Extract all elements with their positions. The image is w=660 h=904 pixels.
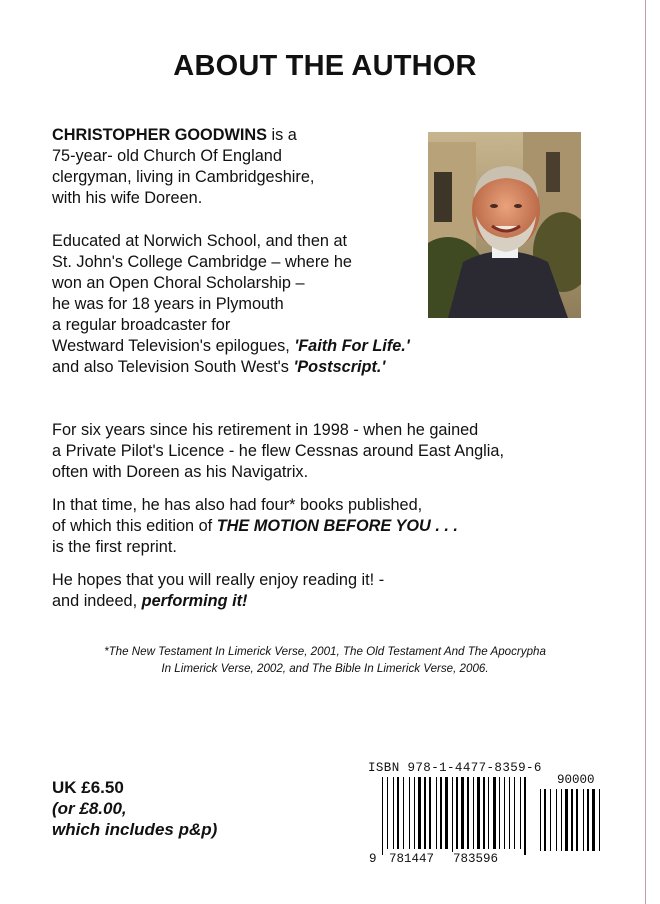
intro-line-4: with his wife Doreen. [52,189,203,207]
intro-line-1-rest: is a [267,126,297,144]
education-line-7: and also Television South West's [52,358,294,376]
price-uk: UK £6.50 [52,778,124,797]
barcode-addon-number: 90000 [557,773,595,787]
education-line-1: Educated at Norwich School, and then at [52,232,348,250]
books-paragraph [52,495,458,558]
price-alt: (or £8.00, [52,799,127,818]
education-line-6: Westward Television's epilogues, [52,337,295,355]
closing-line-1: He hopes that you will really enjoy reading it! - [52,571,385,589]
retirement-line-2: a Private Pilot's Licence - he flew Cessnas around East Anglia, [52,442,504,460]
author-name: CHRISTOPHER GOODWINS [52,126,267,144]
intro-line-3: clergyman, living in Cambridgeshire, [52,168,315,186]
price-block [52,777,217,840]
show-title-faith-for-life: 'Faith For Life.' [294,337,410,355]
education-line-3: won an Open Choral Scholarship – [52,274,305,292]
footnote-line-2: In Limerick Verse, 2002, and The Bible In Limerick Verse, 2006. [161,662,489,675]
books-line-3: is the first reprint. [52,538,177,556]
closing-paragraph [52,570,384,612]
education-paragraph [52,231,410,378]
isbn-label: ISBN 978-1-4477-8359-6 [368,761,542,775]
closing-line-2: and indeed, [52,592,142,610]
education-line-4: he was for 18 years in Plymouth [52,295,284,313]
barcode-graphic [380,777,602,857]
footnote [0,643,650,677]
books-line-2: of which this edition of [52,517,217,535]
author-intro-paragraph [52,125,314,209]
books-line-1: In that time, he has also had four* books published, [52,496,423,514]
retirement-paragraph [52,420,504,483]
author-photo [428,132,581,318]
page-title: ABOUT THE AUTHOR [173,50,477,82]
book-title: THE MOTION BEFORE YOU . . . [216,517,458,535]
price-note: which includes p&p) [52,820,218,839]
intro-line-2: 75-year- old Church Of England [52,147,282,165]
page-edge-line [645,0,646,904]
education-line-5: a regular broadcaster for [52,316,231,334]
closing-emphasis: performing it! [141,592,248,610]
show-title-postscript: 'Postscript.' [293,358,386,376]
retirement-line-1: For six years since his retirement in 1998 - when he gained [52,421,479,439]
barcode-digits-right: 783596 [453,852,499,866]
retirement-line-3: often with Doreen as his Navigatrix. [52,463,309,481]
education-line-2: St. John's College Cambridge – where he [52,253,352,271]
barcode-digits-left: 781447 [389,852,435,866]
barcode-digit-first: 9 [369,852,377,866]
footnote-line-1: *The New Testament In Limerick Verse, 2001, The Old Testament And The Apocrypha [104,645,546,658]
